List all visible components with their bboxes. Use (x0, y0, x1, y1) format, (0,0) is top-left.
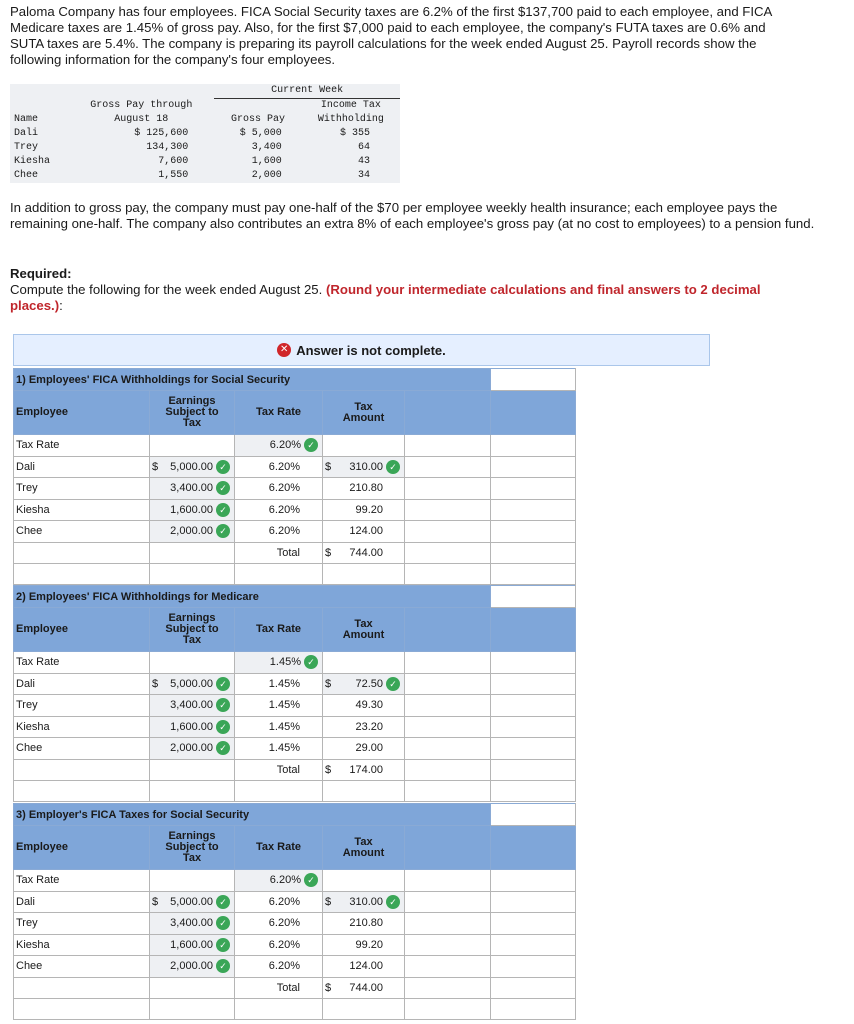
tax-amount-value: 49.30 (355, 699, 383, 712)
payroll-row (10, 127, 400, 141)
employee-row (14, 478, 576, 500)
employee-name: Chee (14, 956, 150, 978)
employee-name: Trey (14, 695, 150, 717)
tax-amount-value: 124.00 (349, 525, 383, 538)
tax-amount-value: 310.00 (349, 895, 383, 908)
tax-rate-input[interactable] (235, 652, 323, 674)
employee-name: Chee (14, 738, 150, 760)
check-icon: ✓ (216, 741, 230, 755)
tax-rate-value: 6.20% (235, 499, 323, 521)
payroll-gross-through: $ 125,600 (134, 128, 189, 139)
payroll-name: Trey (14, 142, 39, 153)
tax-amount-value: 210.80 (349, 917, 383, 930)
check-icon: ✓ (216, 524, 230, 538)
employee-row (14, 499, 576, 521)
earnings-input[interactable] (150, 673, 235, 695)
tax-amount-header: Tax Amount (323, 608, 405, 652)
payroll-withholding: 34 (357, 170, 370, 181)
header-income-tax: Income Tax (320, 100, 381, 111)
earnings-input[interactable] (150, 716, 235, 738)
required-instructions (10, 266, 800, 314)
earnings-value: 2,000.00 (170, 960, 213, 973)
earnings-input[interactable] (150, 521, 235, 543)
employee-row (14, 913, 576, 935)
payroll-withholding: $ 355 (339, 128, 370, 139)
check-icon: ✓ (216, 916, 230, 930)
employee-name: Dali (14, 673, 150, 695)
payroll-name: Dali (14, 128, 39, 139)
earnings-value: 1,600.00 (170, 938, 213, 951)
tax-rate-value: 6.20% (235, 956, 323, 978)
earnings-input[interactable] (150, 934, 235, 956)
tax-amount-cell[interactable] (323, 456, 405, 478)
earnings-value: 2,000.00 (170, 525, 213, 538)
problem-details: In addition to gross pay, the company must pay one-half of the $70 per employee weekly health insurance; each employee pays the remaining one-half. The company also contributes an extra 8% of each employee's gross pay (at no cost to employees) to a pension fund. (10, 200, 815, 231)
check-icon: ✓ (216, 938, 230, 952)
tax-rate-input-value: 1.45% (269, 656, 301, 669)
tax-amount-value: 210.80 (349, 482, 383, 495)
earnings-value: 2,000.00 (170, 742, 213, 755)
tax-rate-row-label: Tax Rate (14, 870, 150, 892)
employee-name: Chee (14, 521, 150, 543)
tax-rate-header: Tax Rate (235, 608, 323, 652)
dollar-sign: $ (325, 677, 332, 690)
header-withholding: Withholding (317, 114, 384, 125)
payroll-row (10, 169, 400, 183)
earnings-input[interactable] (150, 478, 235, 500)
tax-rate-header: Tax Rate (235, 826, 323, 870)
dollar-sign: $ (152, 895, 159, 908)
earnings-value: 1,600.00 (170, 503, 213, 516)
employee-row (14, 695, 576, 717)
spacer-row (14, 564, 576, 585)
earnings-value: 3,400.00 (170, 482, 213, 495)
total-row (14, 759, 576, 781)
tax-rate-value: 6.20% (235, 521, 323, 543)
tax-rate-value: 1.45% (235, 673, 323, 695)
check-icon: ✓ (386, 895, 400, 909)
total-amount-cell (323, 542, 405, 564)
section-title: 1) Employees' FICA Withholdings for Social Security (14, 369, 491, 391)
problem-intro: Paloma Company has four employees. FICA Social Security taxes are 6.2% of the first $137,700 paid to each employee, and FICA Medicare taxes are 1.45% of gross pay. Also, for the first $7,000 paid to each employee, the company's FUTA taxes are 0.6% and SUTA taxes are 5.4%. The company is preparing its payroll calculations for the week ended August 25. Payroll records show the following information for the company's four employees. (10, 4, 772, 67)
check-icon: ✓ (216, 698, 230, 712)
section-title: 2) Employees' FICA Withholdings for Medicare (14, 586, 491, 608)
employee-name: Trey (14, 913, 150, 935)
payroll-records-table (10, 84, 400, 183)
check-icon: ✓ (386, 677, 400, 691)
earnings-header: Earnings Subject to Tax (150, 608, 235, 652)
tax-rate-value: 6.20% (235, 891, 323, 913)
tax-amount-header: Tax Amount (323, 391, 405, 435)
employee-name: Dali (14, 456, 150, 478)
earnings-input[interactable] (150, 499, 235, 521)
employee-row (14, 716, 576, 738)
total-amount-value: 174.00 (349, 763, 383, 776)
payroll-gross-through: 134,300 (146, 142, 189, 153)
dollar-sign: $ (325, 763, 332, 776)
dollar-sign: $ (325, 460, 332, 473)
employee-name: Dali (14, 891, 150, 913)
answer-status-text: Answer is not complete. (296, 342, 446, 358)
payroll-name: Chee (14, 170, 39, 181)
answer-status-banner (13, 334, 710, 366)
tax-amount-value: 72.50 (355, 677, 383, 690)
tax-rate-value: 6.20% (235, 456, 323, 478)
tax-amount-cell[interactable] (323, 673, 405, 695)
tax-amount-cell (323, 695, 405, 717)
total-label: Total (235, 542, 323, 564)
fica-section-table (13, 585, 576, 802)
header-name: Name (14, 114, 39, 125)
check-icon: ✓ (216, 959, 230, 973)
section-title: 3) Employer's FICA Taxes for Social Security (14, 804, 491, 826)
employee-row (14, 956, 576, 978)
tax-amount-cell (323, 956, 405, 978)
tax-rate-input[interactable] (235, 870, 323, 892)
total-row (14, 977, 576, 999)
tax-rate-row-label: Tax Rate (14, 435, 150, 457)
tax-rate-value: 1.45% (235, 738, 323, 760)
total-amount-value: 744.00 (349, 981, 383, 994)
employee-row (14, 738, 576, 760)
check-icon: ✓ (216, 503, 230, 517)
earnings-value: 5,000.00 (170, 895, 213, 908)
header-gross-pay: Gross Pay (231, 114, 286, 125)
check-icon: ✓ (216, 481, 230, 495)
check-icon: ✓ (304, 655, 318, 669)
fica-section-table (13, 803, 576, 1020)
payroll-gross-through: 1,550 (158, 170, 189, 181)
tax-rate-row-label: Tax Rate (14, 652, 150, 674)
check-icon: ✓ (216, 895, 230, 909)
dollar-sign: $ (152, 460, 159, 473)
tax-rate-row (14, 870, 576, 892)
earnings-value: 3,400.00 (170, 917, 213, 930)
earnings-value: 5,000.00 (170, 677, 213, 690)
total-row (14, 542, 576, 564)
employee-row (14, 521, 576, 543)
check-icon: ✓ (304, 438, 318, 452)
tax-rate-value: 1.45% (235, 695, 323, 717)
tax-amount-value: 99.20 (355, 503, 383, 516)
total-amount-cell (323, 759, 405, 781)
tax-amount-cell (323, 521, 405, 543)
header-august: August 18 (114, 114, 169, 125)
payroll-row (10, 155, 400, 169)
payroll-gross-pay: 1,600 (251, 156, 282, 167)
required-colon: : (59, 298, 63, 313)
tax-rate-value: 1.45% (235, 716, 323, 738)
employee-header: Employee (14, 391, 150, 435)
employee-row (14, 456, 576, 478)
x-circle-icon: ✕ (277, 343, 291, 357)
employee-row (14, 934, 576, 956)
total-label: Total (235, 759, 323, 781)
employee-name: Kiesha (14, 934, 150, 956)
tax-rate-header: Tax Rate (235, 391, 323, 435)
payroll-withholding: 43 (357, 156, 370, 167)
check-icon: ✓ (304, 873, 318, 887)
earnings-value: 5,000.00 (170, 460, 213, 473)
check-icon: ✓ (216, 460, 230, 474)
payroll-gross-through: 7,600 (158, 156, 189, 167)
payroll-withholding: 64 (357, 142, 370, 153)
employee-header: Employee (14, 826, 150, 870)
earnings-input[interactable] (150, 956, 235, 978)
earnings-value: 1,600.00 (170, 720, 213, 733)
employee-row (14, 891, 576, 913)
dollar-sign: $ (325, 981, 332, 994)
payroll-gross-pay: 2,000 (251, 170, 282, 181)
tax-rate-input-value: 6.20% (269, 874, 301, 887)
total-amount-value: 744.00 (349, 546, 383, 559)
check-icon: ✓ (216, 677, 230, 691)
check-icon: ✓ (386, 460, 400, 474)
earnings-header: Earnings Subject to Tax (150, 391, 235, 435)
tax-amount-value: 99.20 (355, 938, 383, 951)
earnings-input[interactable] (150, 891, 235, 913)
check-icon: ✓ (216, 720, 230, 734)
dollar-sign: $ (325, 546, 332, 559)
tax-rate-value: 6.20% (235, 478, 323, 500)
tax-amount-cell (323, 716, 405, 738)
tax-amount-value: 23.20 (355, 720, 383, 733)
tax-amount-header: Tax Amount (323, 826, 405, 870)
tax-amount-cell (323, 738, 405, 760)
tax-amount-value: 29.00 (355, 742, 383, 755)
required-label: Required: (10, 266, 72, 281)
tax-amount-cell (323, 913, 405, 935)
tax-rate-value: 6.20% (235, 934, 323, 956)
tax-amount-cell (323, 478, 405, 500)
current-week-header: Current Week (214, 84, 400, 99)
dollar-sign: $ (325, 895, 332, 908)
spacer-row (14, 999, 576, 1020)
total-amount-cell (323, 977, 405, 999)
required-text: Compute the following for the week ended August 25. (10, 282, 326, 297)
tax-rate-row (14, 652, 576, 674)
employee-name: Trey (14, 478, 150, 500)
employee-name: Kiesha (14, 499, 150, 521)
tax-amount-value: 124.00 (349, 960, 383, 973)
payroll-row (10, 141, 400, 155)
rounding-note: (Round your intermediate calculations and final answers to 2 decimal places.) (10, 282, 761, 313)
spacer-row (14, 781, 576, 802)
earnings-input[interactable] (150, 738, 235, 760)
earnings-value: 3,400.00 (170, 699, 213, 712)
tax-rate-value: 6.20% (235, 913, 323, 935)
earnings-input[interactable] (150, 456, 235, 478)
tax-amount-cell (323, 934, 405, 956)
dollar-sign: $ (152, 677, 159, 690)
employee-name: Kiesha (14, 716, 150, 738)
earnings-header: Earnings Subject to Tax (150, 826, 235, 870)
header-gross-through: Gross Pay through (90, 99, 193, 111)
earnings-input[interactable] (150, 695, 235, 717)
employee-header: Employee (14, 608, 150, 652)
tax-rate-row (14, 435, 576, 457)
payroll-name: Kiesha (14, 156, 51, 167)
tax-amount-cell (323, 499, 405, 521)
employee-row (14, 673, 576, 695)
tax-rate-input-value: 6.20% (269, 439, 301, 452)
payroll-gross-pay: 3,400 (251, 142, 282, 153)
tax-rate-input[interactable] (235, 435, 323, 457)
total-label: Total (235, 977, 323, 999)
tax-amount-value: 310.00 (349, 460, 383, 473)
payroll-gross-pay: $ 5,000 (239, 128, 282, 139)
fica-section-table (13, 368, 576, 585)
earnings-input[interactable] (150, 913, 235, 935)
tax-amount-cell[interactable] (323, 891, 405, 913)
